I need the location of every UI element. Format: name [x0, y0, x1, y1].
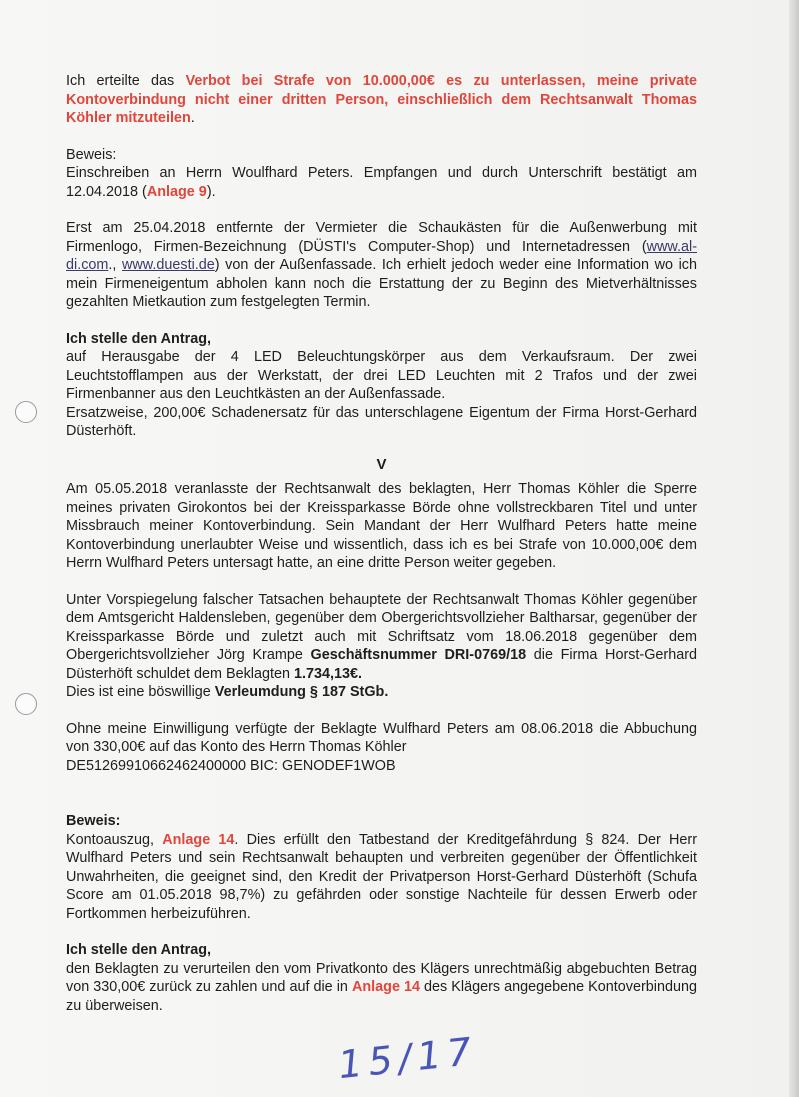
- paper-edge: [789, 0, 799, 1097]
- paragraph-abbuchung: Ohne meine Einwilligung verfügte der Beklagte Wulfhard Peters am 08.06.2018 die Abbuchung von 330,00€ auf das Konto des Herrn Thomas Köhler DE51269910662462400000 BIC: GENODEF1WOB: [66, 720, 697, 774]
- anlage-14-ref-2: Anlage 14: [351, 979, 420, 995]
- paragraph-beweis-1: Beweis: Einschreiben an Herrn Woulfhard Peters. Empfangen und durch Unterschrift bestätigt am 12.04.2018 (Anlage 9).: [66, 146, 697, 200]
- beweis-heading: Beweis:: [66, 813, 121, 829]
- paragraph-schaukaesten: Erst am 25.04.2018 entfernte der Vermieter die Schaukästen für die Außenwerbung mit Firmenlogo, Firmen-Bezeichnung (DÜSTI's Computer-Shop) und Internetadressen (www.al-di.com., www.duesti.de) von der Außenfassade. Ich erhielt jedoch weder eine Information wo ich mein Firmeneigentum abholen kann noch die Erstattung der zu Beginn des Mietverhältnisses gezahlten Mietkaution zum festgelegten Termin.: [66, 220, 697, 310]
- anlage-14-ref: Anlage 14: [162, 831, 235, 848]
- handwritten-page-number: 15/17: [336, 1028, 480, 1088]
- paragraph-verbot: Ich erteilte das Verbot bei Strafe von 10.000,00€ es zu unterlassen, meine private Kontoverbindung nicht einer dritten Person, einschließlich dem Rechtsanwalt Thomas Köhler mitzuteilen.: [66, 73, 697, 126]
- paragraph-antrag-2: Ich stelle den Antrag, den Beklagten zu verurteilen den vom Privatkonto des Klägers unrechtmäßig abgebuchten Betrag von 330,00€ zurück zu zahlen und auf die in Anlage 14 des Klägers angegebene Kontoverbindung zu überweisen.: [66, 942, 697, 1014]
- paragraph-beweis-2: Beweis: Kontoauszug, Anlage 14. Dies erfüllt den Tatbestand der Kreditgefährdung § 824. Der Herr Wulfhard Peters und sein Rechtsanwalt behaupten und verbreiten gegenüber der Öffentlichkeit Unwahrheiten, die geeignet sind, den Kredit der Privatperson Horst-Gerhard Düsterhöft (Schufa Score am 01.05.2018 98,7%) zu gefährden oder sonstige Nachteile für dessen Erwerb oder Fortkommen herbeizuführen.: [66, 813, 697, 922]
- paragraph-sperre: Am 05.05.2018 veranlasste der Rechtsanwalt des beklagten, Herr Thomas Köhler die Sperre meines privaten Girokontos bei der Kreissparkasse Börde ohne vollstreckbaren Titel und unter Missbrauch meiner Kontoverbindung. Sein Mandant der Herr Wulfhard Peters hatte meine Kontoverbindung unerlaubter Weise und wissentlich, dass ich es bei Strafe von 10.000,00€ dem Herrn Wulfhard Peters untersagt hatte, an eine dritte Person weiter gegeben.: [66, 481, 697, 571]
- punch-hole-top: [15, 401, 37, 423]
- antrag-heading-2: Ich stelle den Antrag,: [66, 942, 212, 958]
- paragraph-antrag-1: Ich stelle den Antrag, auf Herausgabe der 4 LED Beleuchtungskörper aus dem Verkaufsraum. Der zwei Leuchtstofflampen aus der Werkstatt, der drei LED Leuchten mit 2 Trafos und der zwei Firmenbanner aus den Leuchtkästen an der Außenfassade. Ersatzweise, 200,00€ Schadenersatz für das unterschlagene Eigentum der Firma Horst-Gerhard Düsterhöft.: [66, 330, 697, 439]
- punch-hole-bottom: [15, 693, 37, 715]
- paragraph-verleumdung: Unter Vorspiegelung falscher Tatsachen behauptete der Rechtsanwalt Thomas Köhler gegenüber dem Amtsgericht Haldensleben, gegenüber dem Obergerichtsvollzieher Baltharsar, gegenüber der Kreissparkasse Börde und zuletzt auch mit Schriftsatz vom 18.06.2018 gegenüber dem Obergerichtsvollzieher Jörg Krampe Geschäftsnummer DRI-0769/18 die Firma Horst-Gerhard Düsterhöft schuldet dem Beklagten 1.734,13€. Dies ist eine böswillige Verleumdung § 187 StGb.: [66, 591, 698, 700]
- verleumdung-ref: Verleumdung § 187 StGb.: [214, 684, 389, 700]
- link-duesti[interactable]: www.duesti.de: [121, 257, 215, 273]
- iban-bic: DE51269910662462400000 BIC: GENODEF1WOB: [66, 757, 396, 774]
- section-heading-v: V: [376, 455, 387, 473]
- highlight-verbot: Verbot bei Strafe von 10.000,00€ es zu unterlassen, meine private Kontoverbindung nicht einer dritten Person, einschließlich dem Rechtsanwalt Thomas Köhler mitzuteilen: [66, 73, 697, 126]
- geschaeftsnummer: Geschäftsnummer DRI-0769/18: [310, 647, 527, 663]
- anlage-9-ref: Anlage 9: [146, 183, 207, 200]
- antrag-heading-1: Ich stelle den Antrag,: [66, 330, 212, 347]
- document-body: [66, 72, 697, 1015]
- link-al-di[interactable]: www.al-di.com: [66, 238, 697, 273]
- amount-claimed: 1.734,13€.: [293, 665, 363, 682]
